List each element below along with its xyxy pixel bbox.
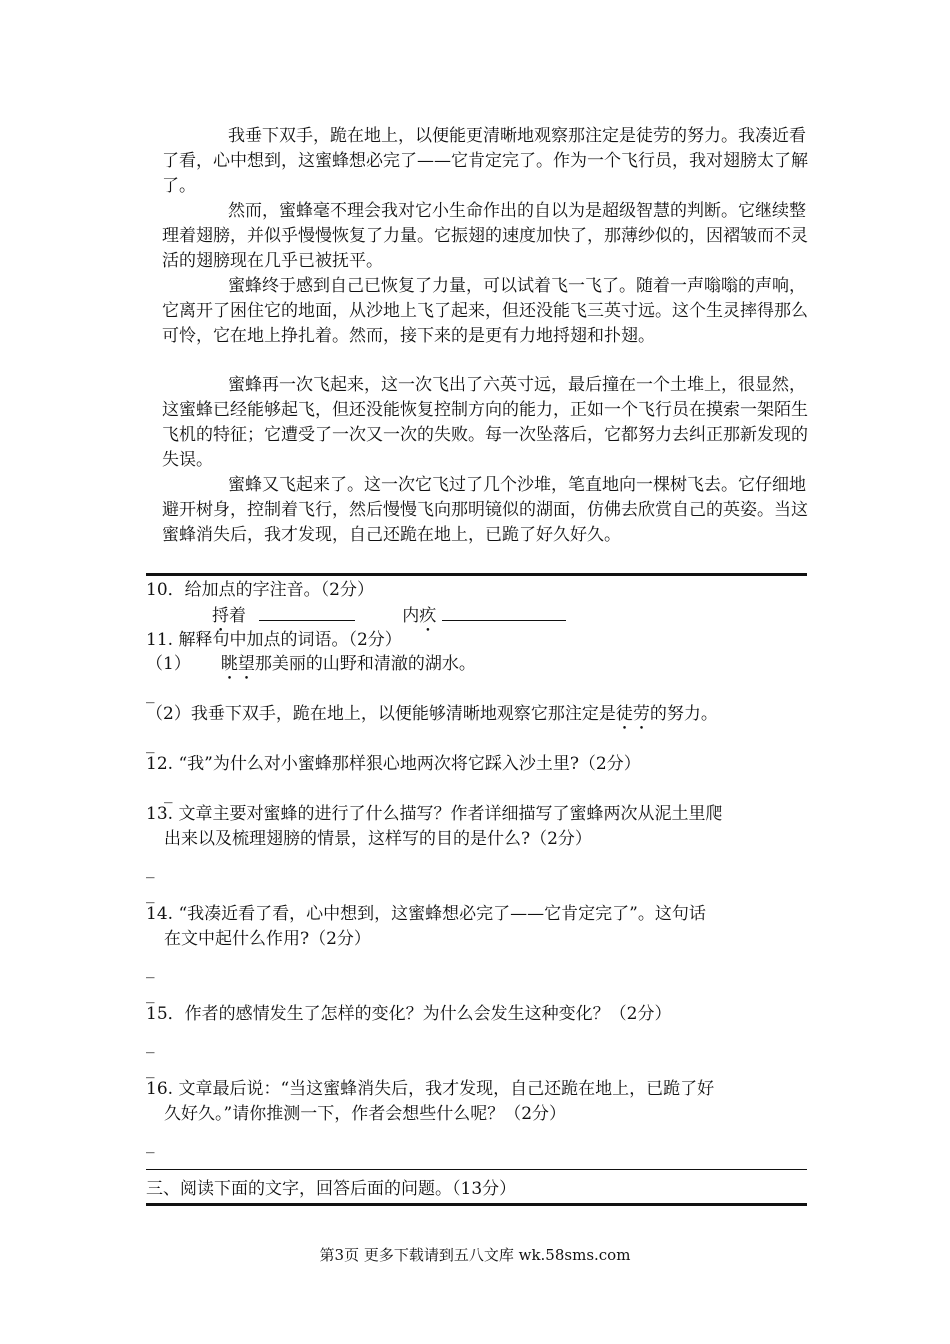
question-10: 10．给加点的字注音。（2分） — [146, 580, 374, 600]
question-16: 16. 文章最后说：“当这蜜蜂消失后，我才发现，自己还跪在地上，已跪了好 久好久。”请你推测一下，作者会想些什么呢？（2分） — [146, 1079, 715, 1124]
answer-line[interactable]: _ — [164, 784, 173, 804]
answer-line[interactable]: _ — [146, 959, 155, 979]
question-13: 13. 文章主要对蜜蜂的进行了什么描写？作者详细描写了蜜蜂两次从泥土里爬 出来以及梳理翅膀的情景，这样写的目的是什么?（2分） — [146, 804, 723, 849]
dotted-char: 疚 — [419, 606, 437, 626]
answer-blank[interactable] — [259, 602, 355, 621]
page-footer: 第3页 更多下载请到五八文库 wk.58sms.com — [319, 1246, 631, 1264]
answer-line[interactable]: _ — [146, 884, 155, 904]
section-top-rule — [146, 1169, 807, 1170]
answer-blank[interactable] — [442, 602, 566, 621]
question-12: 12. “我”为什么对小蜜蜂那样狠心地两次将它踩入沙土里?（2分） — [146, 754, 641, 774]
question-11-item-1: （1） 眺望那美丽的山野和清澈的湖水。 — [146, 654, 476, 674]
dotted-word: 眺望 — [220, 654, 255, 674]
section-3-heading: 三、阅读下面的文字，回答后面的问题。（13分） — [146, 1179, 517, 1199]
answer-line[interactable]: _ — [146, 734, 155, 754]
question-11-item-2: （2）我垂下双手，跪在地上，以便能够清晰地观察它那注定是徒劳的努力。 — [146, 704, 718, 724]
dotted-char: 捋 — [212, 606, 229, 626]
answer-line[interactable]: _ — [146, 684, 155, 704]
question-10-blanks: 捋着 内疚 — [212, 602, 612, 636]
passage-paragraph-4: 蜜蜂再一次飞起来，这一次飞出了六英寸远，最后撞在一个土堆上，很显然，这蜜蜂已经能够起飞，但还没能恢复控制方向的能力，正如一个飞行员在摸索一架陌生飞机的特征；它遭受了一次又一次的失败。每一次坠落后，它都努力去纠正那新发现的失误。 — [162, 375, 808, 470]
answer-line[interactable]: _ — [146, 1034, 155, 1054]
dotted-word: 徒劳 — [615, 704, 650, 724]
passage-paragraph-2: 然而，蜜蜂毫不理会我对它小生命作出的自以为是超级智慧的判断。它继续整理着翅膀，并似乎慢慢恢复了力量。它振翅的速度加快了，那薄纱似的，因褶皱而不灵活的翅膀现在几乎已被抚平。 — [162, 201, 808, 271]
passage-end-rule — [146, 573, 807, 576]
answer-line[interactable]: _ — [146, 984, 155, 1004]
question-11: 11. 解释句中加点的词语。（2分） — [146, 630, 402, 650]
answer-line[interactable]: _ — [146, 1059, 155, 1079]
question-15: 15．作者的感情发生了怎样的变化？为什么会发生这种变化？（2分） — [146, 1004, 672, 1024]
passage-paragraph-5: 蜜蜂又飞起来了。这一次它飞过了几个沙堆，笔直地向一棵树飞去。它仔细地避开树身，控制着飞行，然后慢慢飞向那明镜似的湖面，仿佛去欣赏自己的英姿。当这蜜蜂消失后，我才发现，自己还跪在地上，已跪了好久好久。 — [162, 475, 808, 545]
section-bottom-rule — [146, 1203, 807, 1206]
passage-paragraph-3: 蜜蜂终于感到自己已恢复了力量，可以试着飞一飞了。随着一声嗡嗡的声响，它离开了困住它的地面，从沙地上飞了起来，但还没能飞三英寸远。这个生灵摔得那么可怜，它在地上挣扎着。然而，接下来的是更有力地捋翅和扑翅。 — [162, 276, 808, 346]
answer-line[interactable]: _ — [146, 1134, 155, 1154]
question-14: 14. “我凑近看了看，心中想到，这蜜蜂想必完了——它肯定完了”。这句话 在文中起什么作用?（2分） — [146, 904, 706, 949]
passage-paragraph-1: 我垂下双手，跪在地上，以便能更清晰地观察那注定是徒劳的努力。我凑近看了看，心中想到，这蜜蜂想必完了——它肯定完了。作为一个飞行员，我对翅膀太了解了。 — [162, 126, 808, 196]
answer-line[interactable]: _ — [146, 859, 155, 879]
